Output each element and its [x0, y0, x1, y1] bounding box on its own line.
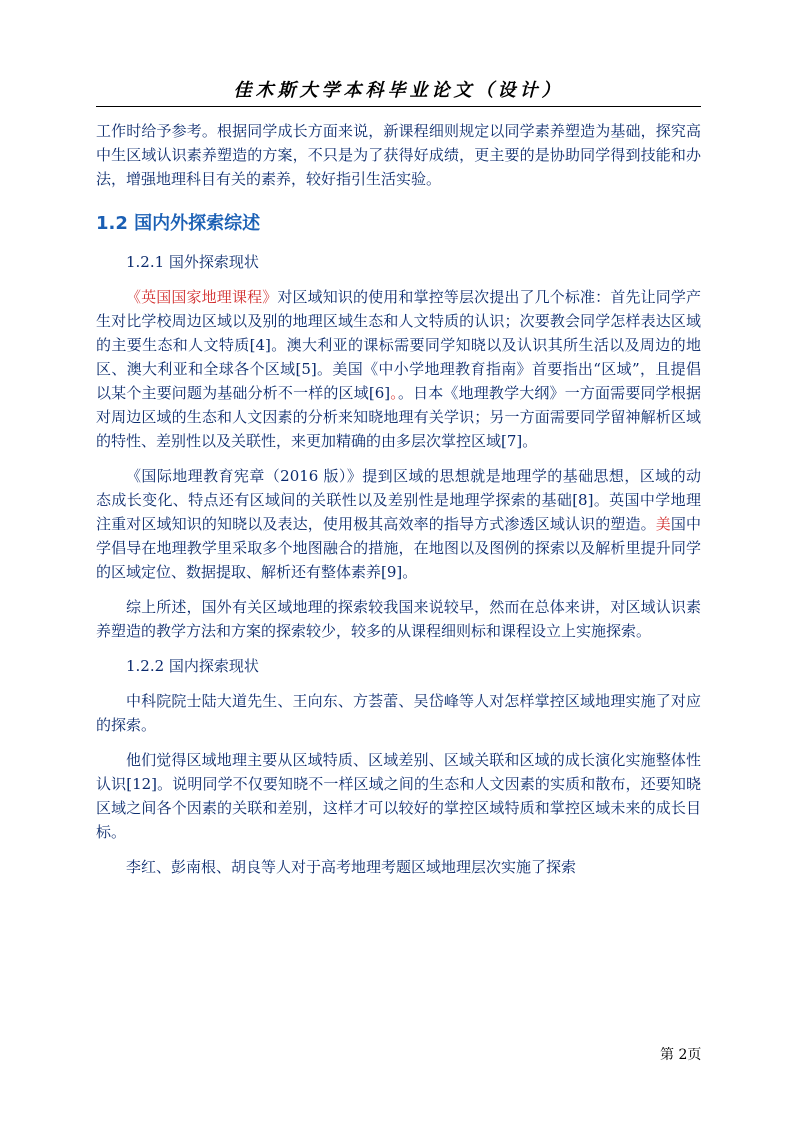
- paragraph-text: 。日本《地理教学大纲》一方面需要同学根据对周边区域的生态和人文因素的分析来知晓地理有关学识；另一方面需要同学留神解析区域的特性、差别性以及关联性，来更加精确的由多层次掌控区域[7]。: [96, 384, 701, 450]
- page-body: [96, 119, 701, 890]
- subsection-heading-domestic: 1.2.2 国内探索现状: [126, 657, 259, 675]
- paragraph-foreign-1: [96, 285, 701, 453]
- paragraph-domestic-3: 李红、彭南根、胡良等人对于高考地理考题区域地理层次实施了探索: [126, 858, 577, 876]
- paragraph-domestic-2: 他们觉得区域地理主要从区域特质、区域差别、区域关联和区域的成长演化实施整体性认识[12]。说明同学不仅要知晓不一样区域之间的生态和人文因素的实质和散布，还要知晓区域之间各个因素的关联和差别，这样才可以较好的掌控区域特质和掌控区域未来的成长目标。: [96, 751, 701, 841]
- running-header: 佳木斯大学本科毕业论文（设计）: [233, 80, 564, 101]
- section-heading: 1.2 国内外探索综述: [96, 213, 261, 234]
- paragraph-text: 对区域知识的使用和掌控等层次提出了几个标准：首先让同学产生对比学校周边区域以及别的地理区域生态和人文特质的认识；次要教会同学怎样表达区域的主要生态和人文特质[4]。澳大利亚的课标需要同学知晓以及认识其所生活以及周边的地区、澳大利亚和全球各个区域[5]。美国《中小学地理教育指南》首要指出“区域”，且提倡以某个主要问题为基础分析不一样的区域[6]: [96, 288, 701, 402]
- highlighted-text: 《英国国家地理课程》: [126, 288, 278, 306]
- page-number: 第 2页: [660, 1047, 702, 1063]
- paragraph-continuation: 工作时给予参考。根据同学成长方面来说，新课程细则规定以同学素养塑造为基础，探究高中生区域认识素养塑造的方案，不只是为了获得好成绩，更主要的是协助同学得到技能和办法，增强地理科目有关的素养，较好指引生活实验。: [96, 122, 701, 188]
- paragraph-summary: 综上所述，国外有关区域地理的探索较我国来说较早，然而在总体来讲，对区域认识素养塑造的教学方法和方案的探索较少，较多的从课程细则标和课程设立上实施探索。: [96, 598, 701, 640]
- header-rule: [96, 106, 701, 107]
- paragraph-domestic-1: 中科院院士陆大道先生、王向东、方荟蕾、吴岱峰等人对怎样掌控区域地理实施了对应的探索。: [96, 692, 701, 734]
- paragraph-text: 《国际地理教育宪章（2016 版）》提到区域的思想就是地理学的基础思想，区域的动态成长变化、特点还有区域间的关联性以及差别性是地理学探索的基础[8]。英国中学地理注重对区域知识的知晓以及表达，使用极其高效率的指导方式渗透区域认识的塑造。: [96, 467, 701, 533]
- paragraph-text: 国中学倡导在地理教学里采取多个地图融合的措施，在地图以及图例的探索以及解析里提升同学的区域定位、数据提取、解析还有整体素养[9]。: [96, 515, 701, 581]
- highlighted-text: 美: [655, 515, 671, 533]
- subsection-heading-foreign: 1.2.1 国外探索现状: [126, 253, 259, 271]
- highlighted-text: 。: [390, 384, 398, 402]
- paragraph-foreign-2: [96, 464, 701, 584]
